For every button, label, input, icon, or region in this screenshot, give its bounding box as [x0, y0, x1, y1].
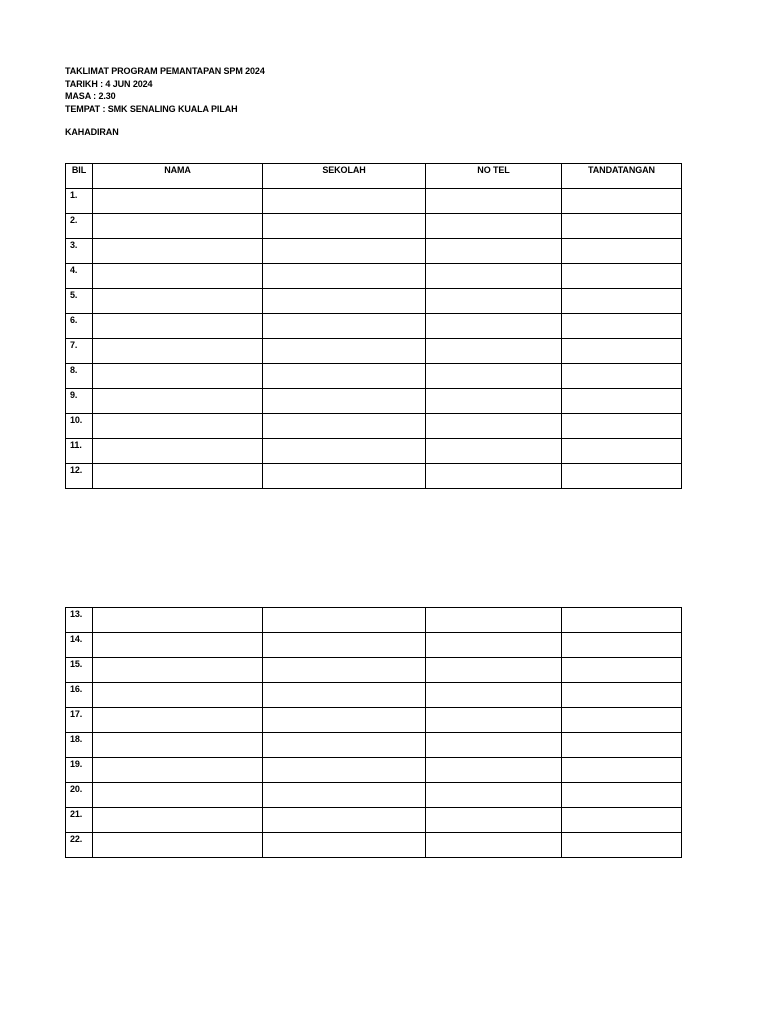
name-cell[interactable]: [93, 364, 263, 389]
table-row: [66, 464, 682, 489]
attendance-label: KAHADIRAN: [65, 127, 119, 137]
name-cell[interactable]: [93, 314, 263, 339]
document-header: [65, 65, 265, 115]
phone-cell[interactable]: [426, 683, 562, 708]
signature-cell[interactable]: [562, 239, 682, 264]
phone-cell[interactable]: [426, 758, 562, 783]
table-row: [66, 314, 682, 339]
row-number: 4.: [66, 264, 93, 289]
signature-cell[interactable]: [562, 439, 682, 464]
phone-cell[interactable]: [426, 708, 562, 733]
program-title: TAKLIMAT PROGRAM PEMANTAPAN SPM 2024: [65, 66, 265, 76]
phone-cell[interactable]: [426, 189, 562, 214]
phone-cell[interactable]: [426, 264, 562, 289]
column-header-tandatangan: TANDATANGAN: [562, 164, 682, 189]
signature-cell[interactable]: [562, 314, 682, 339]
column-header-nama: NAMA: [93, 164, 263, 189]
name-cell[interactable]: [93, 808, 263, 833]
table-row: [66, 808, 682, 833]
table-row: [66, 608, 682, 633]
row-number: 15.: [66, 658, 93, 683]
row-number: 22.: [66, 833, 93, 858]
table-row: [66, 439, 682, 464]
name-cell[interactable]: [93, 608, 263, 633]
table-body: [66, 608, 682, 858]
signature-cell[interactable]: [562, 389, 682, 414]
row-number: 13.: [66, 608, 93, 633]
phone-cell[interactable]: [426, 364, 562, 389]
signature-cell[interactable]: [562, 683, 682, 708]
table-header-row: [66, 164, 682, 189]
signature-cell[interactable]: [562, 608, 682, 633]
name-cell[interactable]: [93, 239, 263, 264]
school-cell[interactable]: [263, 364, 426, 389]
school-cell[interactable]: [263, 733, 426, 758]
signature-cell[interactable]: [562, 289, 682, 314]
phone-cell[interactable]: [426, 608, 562, 633]
row-number: 11.: [66, 439, 93, 464]
phone-cell[interactable]: [426, 414, 562, 439]
signature-cell[interactable]: [562, 414, 682, 439]
school-cell[interactable]: [263, 708, 426, 733]
row-number: 1.: [66, 189, 93, 214]
table-row: [66, 833, 682, 858]
row-number: 10.: [66, 414, 93, 439]
signature-cell[interactable]: [562, 658, 682, 683]
column-header-bil: BIL: [66, 164, 93, 189]
name-cell[interactable]: [93, 683, 263, 708]
venue-line: TEMPAT : SMK SENALING KUALA PILAH: [65, 103, 238, 114]
signature-cell[interactable]: [562, 264, 682, 289]
signature-cell[interactable]: [562, 783, 682, 808]
row-number: 19.: [66, 758, 93, 783]
table-row: [66, 414, 682, 439]
school-cell[interactable]: [263, 389, 426, 414]
table-row: [66, 189, 682, 214]
phone-cell[interactable]: [426, 733, 562, 758]
name-cell[interactable]: [93, 733, 263, 758]
table-row: [66, 239, 682, 264]
signature-cell[interactable]: [562, 733, 682, 758]
name-cell[interactable]: [93, 758, 263, 783]
table-row: [66, 339, 682, 364]
signature-cell[interactable]: [562, 464, 682, 489]
name-cell[interactable]: [93, 289, 263, 314]
table-row: [66, 758, 682, 783]
phone-cell[interactable]: [426, 658, 562, 683]
row-number: 2.: [66, 214, 93, 239]
name-cell[interactable]: [93, 783, 263, 808]
row-number: 21.: [66, 808, 93, 833]
signature-cell[interactable]: [562, 214, 682, 239]
school-cell[interactable]: [263, 439, 426, 464]
table-row: [66, 633, 682, 658]
phone-cell[interactable]: [426, 833, 562, 858]
row-number: 17.: [66, 708, 93, 733]
table-row: [66, 658, 682, 683]
phone-cell[interactable]: [426, 464, 562, 489]
school-cell[interactable]: [263, 658, 426, 683]
school-cell[interactable]: [263, 464, 426, 489]
phone-cell[interactable]: [426, 314, 562, 339]
row-number: 9.: [66, 389, 93, 414]
name-cell[interactable]: [93, 214, 263, 239]
phone-cell[interactable]: [426, 389, 562, 414]
table-row: [66, 214, 682, 239]
column-header-sekolah: SEKOLAH: [263, 164, 426, 189]
row-number: 6.: [66, 314, 93, 339]
school-cell[interactable]: [263, 608, 426, 633]
name-cell[interactable]: [93, 264, 263, 289]
school-cell[interactable]: [263, 264, 426, 289]
row-number: 8.: [66, 364, 93, 389]
school-cell[interactable]: [263, 314, 426, 339]
phone-cell[interactable]: [426, 339, 562, 364]
name-cell[interactable]: [93, 464, 263, 489]
phone-cell[interactable]: [426, 633, 562, 658]
school-cell[interactable]: [263, 289, 426, 314]
row-number: 3.: [66, 239, 93, 264]
time-line: MASA : 2.30: [65, 91, 116, 102]
attendance-table-part-1: [65, 163, 682, 489]
school-cell[interactable]: [263, 833, 426, 858]
row-number: 7.: [66, 339, 93, 364]
phone-cell[interactable]: [426, 239, 562, 264]
signature-cell[interactable]: [562, 758, 682, 783]
row-number: 16.: [66, 683, 93, 708]
row-number: 12.: [66, 464, 93, 489]
name-cell[interactable]: [93, 389, 263, 414]
table-row: [66, 708, 682, 733]
row-number: 20.: [66, 783, 93, 808]
name-cell[interactable]: [93, 439, 263, 464]
table-row: [66, 783, 682, 808]
table-row: [66, 289, 682, 314]
signature-cell[interactable]: [562, 364, 682, 389]
school-cell[interactable]: [263, 339, 426, 364]
school-cell[interactable]: [263, 808, 426, 833]
table-body: [66, 189, 682, 489]
signature-cell[interactable]: [562, 833, 682, 858]
name-cell[interactable]: [93, 708, 263, 733]
table-row: [66, 389, 682, 414]
name-cell[interactable]: [93, 189, 263, 214]
phone-cell[interactable]: [426, 289, 562, 314]
attendance-table-part-2: [65, 607, 682, 858]
school-cell[interactable]: [263, 758, 426, 783]
school-cell[interactable]: [263, 214, 426, 239]
signature-cell[interactable]: [562, 633, 682, 658]
row-number: 14.: [66, 633, 93, 658]
table-row: [66, 364, 682, 389]
signature-cell[interactable]: [562, 189, 682, 214]
phone-cell[interactable]: [426, 783, 562, 808]
name-cell[interactable]: [93, 339, 263, 364]
school-cell[interactable]: [263, 783, 426, 808]
table-row: [66, 264, 682, 289]
row-number: 5.: [66, 289, 93, 314]
school-cell[interactable]: [263, 239, 426, 264]
phone-cell[interactable]: [426, 214, 562, 239]
name-cell[interactable]: [93, 658, 263, 683]
column-header-no-tel: NO TEL: [426, 164, 562, 189]
table-row: [66, 733, 682, 758]
school-cell[interactable]: [263, 683, 426, 708]
school-cell[interactable]: [263, 414, 426, 439]
name-cell[interactable]: [93, 633, 263, 658]
signature-cell[interactable]: [562, 808, 682, 833]
phone-cell[interactable]: [426, 808, 562, 833]
name-cell[interactable]: [93, 414, 263, 439]
date-line: TARIKH : 4 JUN 2024: [65, 78, 153, 89]
school-cell[interactable]: [263, 633, 426, 658]
name-cell[interactable]: [93, 833, 263, 858]
table-row: [66, 683, 682, 708]
phone-cell[interactable]: [426, 439, 562, 464]
signature-cell[interactable]: [562, 339, 682, 364]
school-cell[interactable]: [263, 189, 426, 214]
row-number: 18.: [66, 733, 93, 758]
signature-cell[interactable]: [562, 708, 682, 733]
